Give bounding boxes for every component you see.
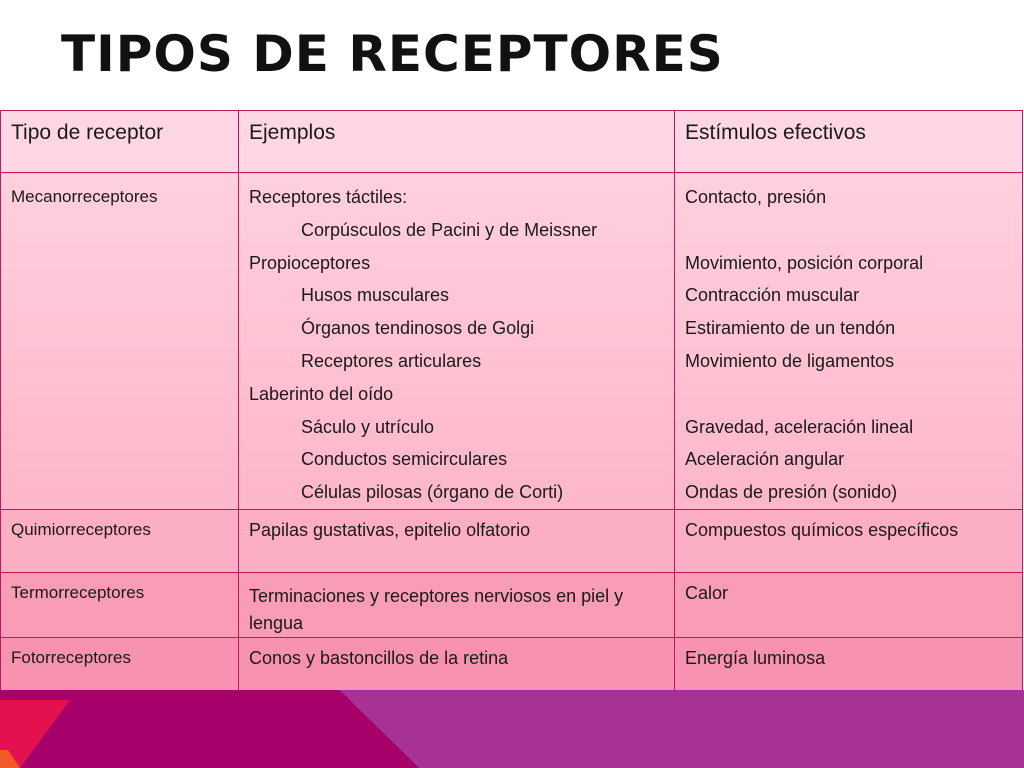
stimulus-line: Gravedad, aceleración lineal <box>685 416 914 437</box>
cell-type: Fotorreceptores <box>1 637 239 699</box>
stimulus-line: Estiramiento de un tendón <box>685 318 896 339</box>
stimulus-line <box>685 214 1012 247</box>
header-estimulos-efectivos: Estímulos efectivos <box>675 111 1023 173</box>
stimulus-line: Aceleración angular <box>685 449 845 470</box>
example-line: Corpúsculos de Pacini y de Meissner <box>301 219 598 240</box>
stimulus-line: Movimiento de ligamentos <box>685 350 895 371</box>
table-row-quimiorreceptores <box>1 509 1023 572</box>
example-line: Sáculo y utrículo <box>301 416 435 437</box>
header-tipo-de-receptor: Tipo de receptor <box>1 111 239 173</box>
receptor-table <box>0 110 1023 700</box>
decorative-footer-band <box>0 690 1024 768</box>
stimulus-line: Ondas de presión (sonido) <box>685 482 898 503</box>
example-line: Receptores táctiles: <box>249 187 408 207</box>
examples-text: Terminaciones y receptores nerviosos en piel y lengua <box>249 585 624 633</box>
example-line: Conductos semicirculares <box>301 449 508 470</box>
example-line: Propioceptores <box>249 252 371 273</box>
table-row-mecanorreceptores <box>1 173 1023 510</box>
cell-stimuli: Calor <box>675 572 1023 637</box>
table-row-termorreceptores <box>1 572 1023 637</box>
cell-examples: Conos y bastoncillos de la retina <box>239 637 675 699</box>
example-line: Células pilosas (órgano de Corti) <box>301 482 564 503</box>
cell-examples: Papilas gustativas, epitelio olfatorio <box>239 509 675 572</box>
stimulus-line <box>685 378 1012 411</box>
header-ejemplos: Ejemplos <box>239 111 675 173</box>
cell-stimuli: Energía luminosa <box>675 637 1023 699</box>
cell-examples <box>239 173 675 510</box>
footer-shapes <box>0 690 1024 768</box>
type-label: Mecanorreceptores <box>11 187 158 206</box>
example-line: Husos musculares <box>301 285 450 306</box>
cell-examples <box>239 572 675 637</box>
cell-type: Quimiorreceptores <box>1 509 239 572</box>
example-line: Receptores articulares <box>301 350 482 371</box>
stimulus-line: Contacto, presión <box>685 187 827 207</box>
table-header-row <box>1 111 1023 173</box>
slide-title: TIPOS DE RECEPTORES <box>61 25 724 83</box>
cell-stimuli: Compuestos químicos específicos <box>675 509 1023 572</box>
cell-type <box>1 173 239 510</box>
stimulus-line: Movimiento, posición corporal <box>685 252 924 273</box>
footer-purple-shape <box>340 690 1024 768</box>
cell-type: Termorreceptores <box>1 572 239 637</box>
example-line: Órganos tendinosos de Golgi <box>301 318 535 339</box>
cell-stimuli <box>675 173 1023 510</box>
example-line: Laberinto del oído <box>249 383 394 404</box>
stimulus-line: Contracción muscular <box>685 285 860 306</box>
